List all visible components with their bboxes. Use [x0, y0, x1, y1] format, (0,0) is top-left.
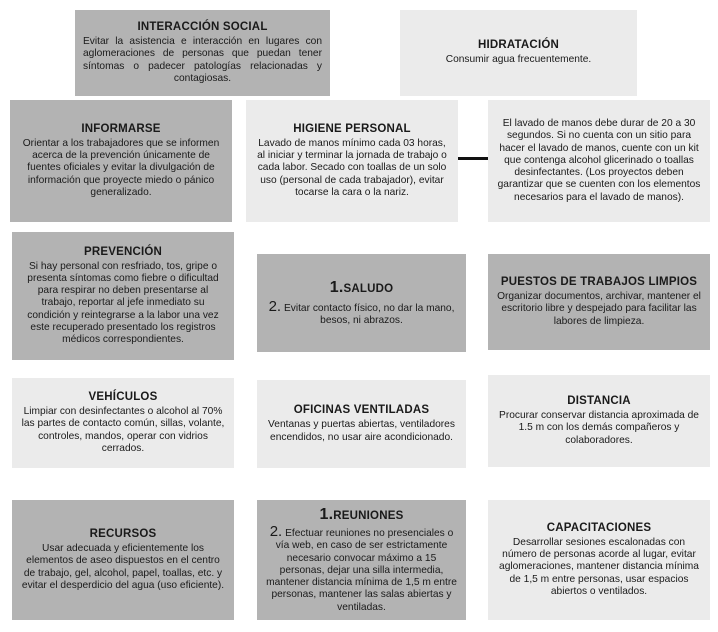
box-title: INTERACCIÓN SOCIAL — [137, 21, 268, 34]
box-title: RECURSOS — [89, 528, 157, 541]
box-text-line — [265, 297, 458, 327]
box-puestos-limpios — [488, 254, 710, 350]
box-text: Limpiar con desinfectantes o alcohol al 70% las partes de contacto común, sillas, volante, controles, mandos, operar con vidrios cerrados. — [21, 406, 225, 454]
box-text: Organizar documentos, archivar, mantener el escritorio libre y despejado para facilitar las labores de limpieza. — [497, 291, 701, 327]
box-title — [320, 506, 404, 524]
box-title: PREVENCIÓN — [83, 245, 163, 258]
box-hidratacion — [400, 10, 637, 96]
box-lavado-manos — [488, 100, 710, 222]
box-title: DISTANCIA — [567, 395, 631, 408]
step-number-1: 1. — [329, 278, 344, 296]
box-text: Si hay personal con resfriado, tos, gripe o presenta síntomas como fiebre o dificultad para respirar no deben presentarse al trabajo, reportar al jefe inmediato su condición y reintegrarse a la labor una vez este recuperado presentado los registros médicos correspondientes. — [27, 260, 219, 345]
step-number-2: 2. — [268, 297, 282, 315]
box-text: Ventanas y puertas abiertas, ventiladores encendidos, no usar aire acondicionado. — [268, 419, 455, 443]
box-higiene-personal — [246, 100, 458, 222]
box-title-text: REUNIONES — [333, 510, 404, 523]
box-title: CAPACITACIONES — [546, 521, 652, 534]
box-text: Desarrollar sesiones escalonadas con número de personas acorde al lugar, evitar aglomeraciones, mantener distancia mínima de 1,5 m entre personas, usar espacios abiertos o ventilados. — [499, 536, 699, 597]
box-informarse — [10, 100, 232, 222]
box-title: INFORMARSE — [81, 122, 161, 135]
box-text: Evitar contacto físico, no dar la mano, besos, ni abrazos. — [283, 302, 455, 326]
box-text: Procurar conservar distancia aproximada de 1.5 m con los demás compañeros y colaboradores. — [499, 410, 699, 446]
box-text: Consumir agua frecuentemente. — [445, 54, 592, 66]
box-capacitaciones — [488, 500, 710, 620]
step-number-1: 1. — [319, 506, 334, 524]
box-reuniones — [257, 500, 466, 620]
box-title: HIDRATACIÓN — [478, 39, 559, 52]
connector-line — [458, 157, 488, 160]
box-text-line — [265, 523, 458, 613]
box-title — [330, 279, 394, 297]
box-distancia — [488, 375, 710, 467]
box-recursos — [12, 500, 234, 620]
box-text: Lavado de manos mínimo cada 03 horas, al iniciar y terminar la jornada de trabajo o cada labor. Secado con toallas de un solo uso (personal de cada trabajador), evitar tocarse la cara o la nariz. — [257, 137, 447, 198]
box-title: VEHÍCULOS — [88, 391, 158, 404]
box-text: Usar adecuada y eficientemente los elementos de aseo dispuestos en el centro de trabajo, gel, alcohol, papel, toallas, etc. y evitar el desperdicio del agua (uso eficiente). — [21, 543, 225, 591]
box-oficinas-ventiladas — [257, 380, 466, 468]
box-text: Evitar la asistencia e interacción en lugares con aglomeraciones de personas que puedan tener síntomas o padecer patologías relacionadas y contagiosas. — [83, 36, 322, 84]
box-title-text: SALUDO — [343, 282, 394, 295]
box-vehiculos — [12, 378, 234, 468]
box-text: El lavado de manos debe durar de 20 a 30 segundos. Si no cuenta con un sitio para hacer el lavado de manos, cuente con un kit que contenga alcohol glicerinado o toallas desinfectantes. (Los proyectos deben garantizar que se cuenten con los elementos necesarios para el lavado de manos). — [497, 118, 701, 203]
box-interaccion-social — [75, 10, 330, 96]
box-prevencion — [12, 232, 234, 360]
box-text: Orientar a los trabajadores que se informen acerca de la prevención únicamente de fuentes oficiales y evitar la divulgación de información que proyecte miedo o pánico generalizado. — [22, 137, 220, 198]
box-saludo — [257, 254, 466, 352]
step-number-2: 2. — [269, 523, 283, 541]
box-title: OFICINAS VENTILADAS — [293, 404, 430, 417]
box-title: PUESTOS DE TRABAJOS LIMPIOS — [500, 276, 698, 289]
box-title: HIGIENE PERSONAL — [293, 122, 411, 135]
box-text: Efectuar reuniones no presenciales o vía web, en caso de ser estrictamente necesario convocar máximo a 15 personas, dejar una silla intermedia, mantener distancia mínima de 1,5 m entre personas, mantener las salas abiertas y ventiladas. — [266, 528, 457, 613]
